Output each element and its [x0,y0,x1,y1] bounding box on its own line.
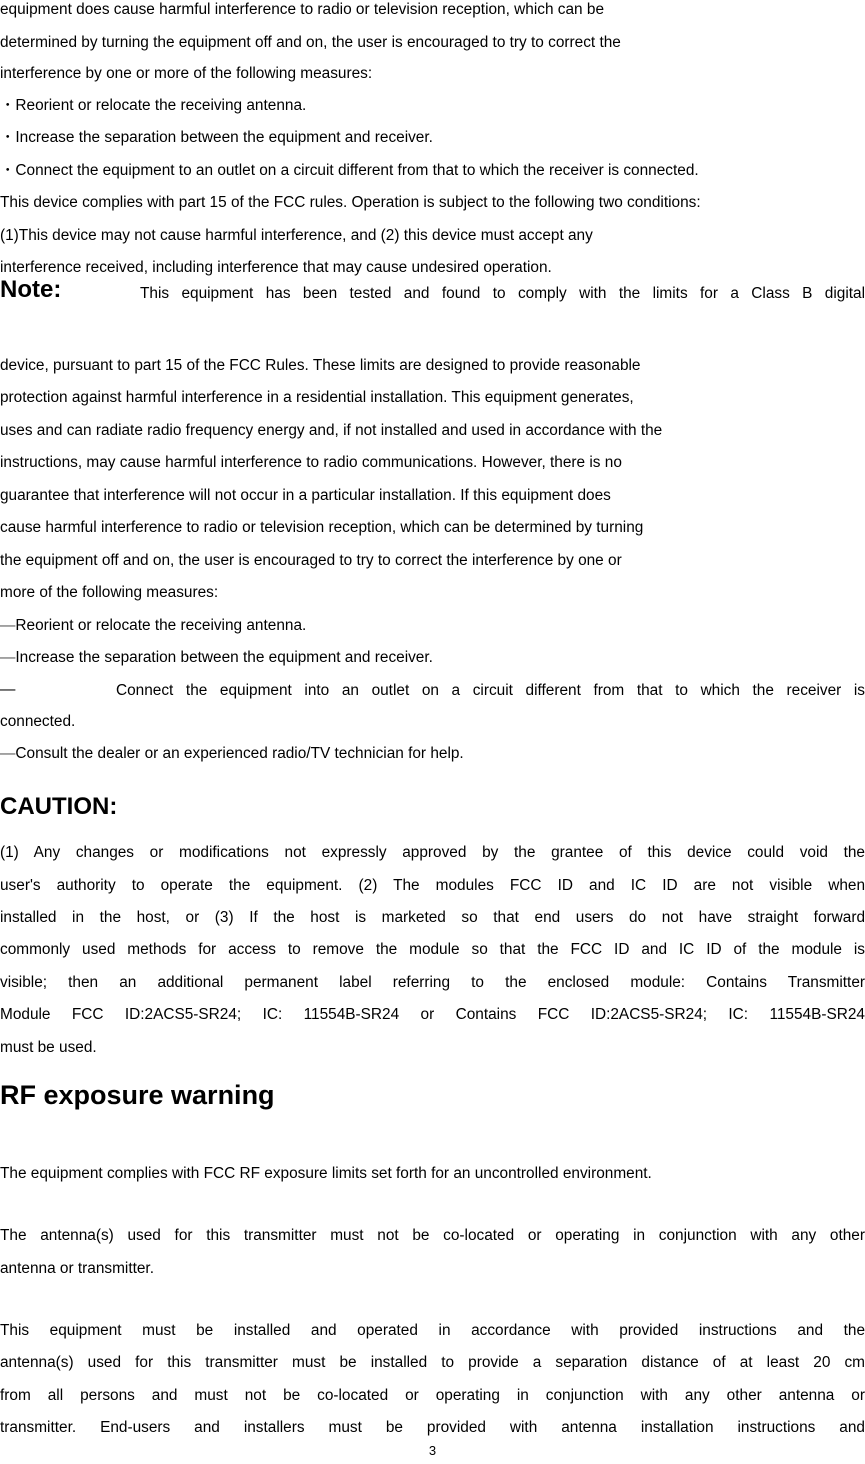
rf-paragraph-2-line: The antenna(s) used for this transmitter must not be co-located or operating in conjunction with any other [0,1227,865,1244]
note-line: device, pursuant to part 15 of the FCC Rules. These limits are designed to provide reasonable [0,357,641,374]
measure-increase: —Increase the separation between the equipment and receiver. [0,649,433,666]
body-line: (1)This device may not cause harmful interference, and (2) this device must accept any [0,227,593,244]
caution-line: user's authority to operate the equipment. (2) The modules FCC ID and IC ID are not visible when [0,877,865,894]
caution-heading: CAUTION: [0,793,118,820]
body-line: interference by one or more of the following measures: [0,65,373,82]
caution-line: commonly used methods for access to remove the module so that the FCC ID and IC ID of the module is [0,941,865,958]
note-line: uses and can radiate radio frequency energy and, if not installed and used in accordance with the [0,422,663,439]
rf-paragraph-3-line: transmitter. End-users and installers must be provided with antenna installation instructions and [0,1419,865,1436]
measure-connect-cont: connected. [0,713,76,730]
caution-line: (1) Any changes or modifications not expressly approved by the grantee of this device could void the [0,844,865,861]
note-line: protection against harmful interference in a residential installation. This equipment generates, [0,389,634,406]
dash-mark: — [0,617,16,634]
measure-consult: —Consult the dealer or an experienced radio/TV technician for help. [0,745,464,762]
bullet-line: ・Increase the separation between the equipment and receiver. [0,129,433,146]
note-line: the equipment off and on, the user is encouraged to try to correct the interference by one or [0,552,622,569]
dash-mark: — [0,745,16,762]
note-line: cause harmful interference to radio or television reception, which can be determined by turning [0,519,644,536]
rf-paragraph-3-line: from all persons and must not be co-located or operating in conjunction with any other antenna or [0,1387,865,1404]
note-line: more of the following measures: [0,584,219,601]
bullet-line: ・Connect the equipment to an outlet on a circuit different from that to which the receiver is connected. [0,162,699,179]
page-number: 3 [428,1443,437,1458]
note-heading: Note: [0,276,62,303]
note-line: guarantee that interference will not occur in a particular installation. If this equipment does [0,487,611,504]
measure-connect: Connect the equipment into an outlet on a circuit different from that to which the receiver is [116,682,865,699]
rf-paragraph-1: The equipment complies with FCC RF exposure limits set forth for an uncontrolled environment. [0,1165,652,1182]
body-line: equipment does cause harmful interference to radio or television reception, which can be [0,1,604,18]
bullet-line: ・Reorient or relocate the receiving antenna. [0,97,307,114]
body-line: interference received, including interference that may cause undesired operation. [0,259,552,276]
dash-mark: — [0,681,16,698]
body-line: determined by turning the equipment off and on, the user is encouraged to try to correct the [0,34,621,51]
measure-reorient: —Reorient or relocate the receiving antenna. [0,617,307,634]
note-line: instructions, may cause harmful interference to radio communications. However, there is no [0,454,622,471]
rf-paragraph-2-line: antenna or transmitter. [0,1260,154,1277]
dash-mark: — [0,649,16,666]
rf-paragraph-3-line: antenna(s) used for this transmitter must be installed to provide a separation distance of at least 20 cm [0,1354,865,1371]
rf-heading: RF exposure warning [0,1080,275,1110]
caution-last-line: must be used. [0,1039,97,1056]
rf-paragraph-3-line: This equipment must be installed and operated in accordance with provided instructions and the [0,1322,865,1339]
caution-line: visible; then an additional permanent label referring to the enclosed module: Contains Transmitter [0,974,865,991]
body-line: This device complies with part 15 of the FCC rules. Operation is subject to the following two conditions: [0,194,701,211]
note-first-line: This equipment has been tested and found to comply with the limits for a Class B digital [140,285,865,302]
caution-line: Module FCC ID:2ACS5-SR24; IC: 11554B-SR24 or Contains FCC ID:2ACS5-SR24; IC: 11554B-SR24 [0,1006,865,1023]
caution-line: installed in the host, or (3) If the host is marketed so that end users do not have straight forward [0,909,865,926]
